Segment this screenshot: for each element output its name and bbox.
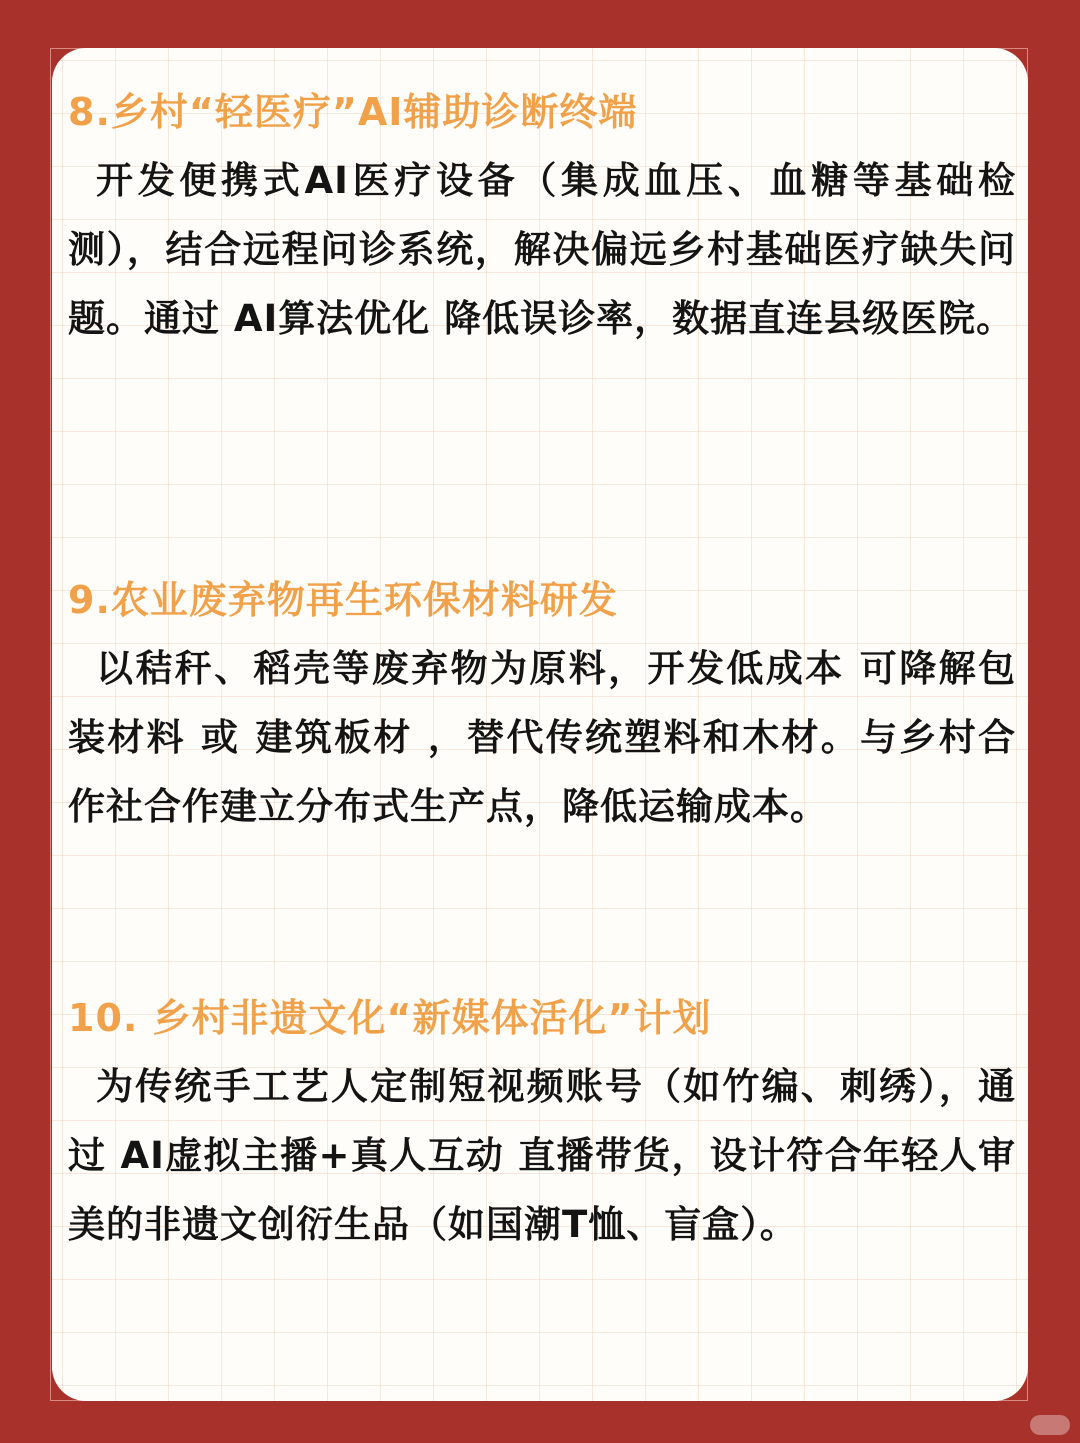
section-heritage-new-media [68,990,1016,1259]
section-body: 开发便携式AI医疗设备（集成血压、血糖等基础检测），结合远程问诊系统，解决偏远乡村基础医疗缺失问题。通过 AI算法优化 降低误诊率，数据直连县级医院。 [68,159,1016,340]
section-agri-waste-materials [68,572,1016,841]
section-body: 以秸秆、稻壳等废弃物为原料，开发低成本 可降解包装材料 或 建筑板材 ，替代传统塑料和木材。与乡村合作社合作建立分布式生产点，降低运输成本。 [68,647,1016,828]
section-body: 为传统手工艺人定制短视频账号（如竹编、刺绣），通过 AI虚拟主播+真人互动 直播带货，设计符合年轻人审美的非遗文创衍生品（如国潮T恤、盲盒）。 [68,1065,1016,1246]
section-rural-medical-ai [68,84,1016,353]
section-title: 9.农业废弃物再生环保材料研发 [68,578,618,622]
content-card [52,48,1028,1401]
watermark-logo [1030,1415,1070,1435]
section-title: 10. 乡村非遗文化“新媒体活化”计划 [68,996,712,1040]
section-title: 8.乡村“轻医疗”AI辅助诊断终端 [68,90,638,134]
